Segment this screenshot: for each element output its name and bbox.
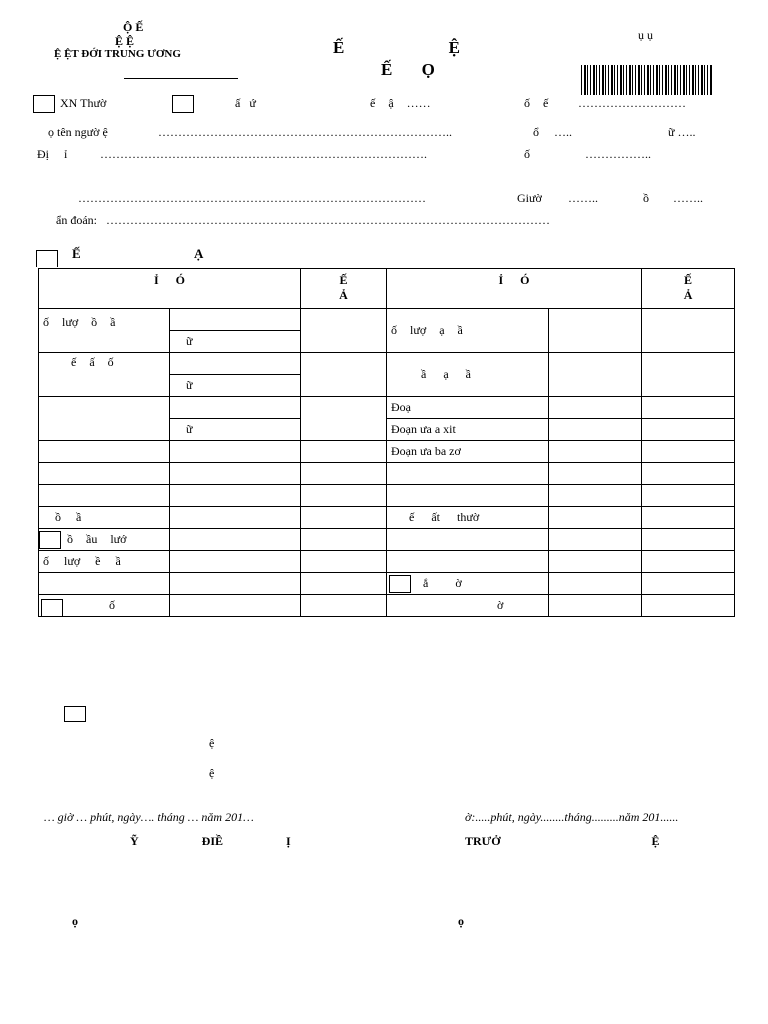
result-cell[interactable] (549, 463, 642, 485)
form-code: ụ ụ (638, 28, 653, 42)
result-cell[interactable] (549, 507, 642, 529)
address-label: Đị ỉ (37, 147, 68, 161)
row-left-3 (39, 397, 170, 441)
row-left-blank (39, 441, 170, 463)
result-cell[interactable] (549, 397, 642, 419)
result-cell[interactable] (301, 463, 387, 485)
cap-cuu-dots: ế ậ …… (370, 96, 431, 110)
cell-sub[interactable] (170, 529, 301, 551)
row-right-3: Đoạ (387, 397, 549, 419)
left-role: Ỹ ĐIỀ Ị (130, 834, 291, 848)
right-signature: ọ (458, 914, 464, 928)
cell-sub[interactable] (170, 551, 301, 573)
result-cell[interactable] (642, 485, 735, 507)
header-right-result: Ế Ả (642, 269, 735, 309)
result-cell[interactable] (549, 595, 642, 617)
doc-title-line1: Ế Ệ (333, 38, 460, 57)
org-underline (124, 78, 238, 79)
result-cell[interactable] (301, 573, 387, 595)
cap-cuu-checkbox[interactable] (172, 95, 194, 113)
patient-name-field[interactable]: ……………………………………………………………….. (158, 125, 452, 139)
cell-sub[interactable] (170, 573, 301, 595)
lower-checkbox[interactable] (64, 706, 86, 722)
result-cell[interactable] (642, 463, 735, 485)
header-left-indicator: Ỉ Ó (39, 269, 301, 309)
cell-sub[interactable] (170, 397, 301, 419)
row-left-blank (39, 485, 170, 507)
xn-label: XN Thườ (60, 96, 107, 110)
gender-field[interactable]: ữ ….. (668, 125, 696, 139)
result-cell[interactable] (549, 441, 642, 463)
result-cell[interactable] (301, 441, 387, 463)
cell-sub[interactable] (170, 507, 301, 529)
blood-test-table (38, 268, 735, 617)
result-cell[interactable] (549, 485, 642, 507)
row-left-5[interactable]: ồ ầu lướ (39, 529, 170, 551)
room-field[interactable]: …….. (673, 191, 703, 205)
result-cell[interactable] (301, 507, 387, 529)
row-right-blank (387, 551, 549, 573)
blank-field[interactable]: …………………………………………………………………………… (78, 191, 426, 205)
cell-sub[interactable] (170, 595, 301, 617)
so-label: ố ế (524, 96, 549, 110)
row-right-4: Đoạn ưa a xit (387, 419, 549, 441)
row-right-blank (387, 485, 549, 507)
result-cell[interactable] (642, 507, 735, 529)
row-right-5: Đoạn ưa ba zơ (387, 441, 549, 463)
age-field[interactable]: ổ ….. (533, 125, 572, 139)
section-checkbox[interactable] (36, 250, 58, 267)
left-datetime[interactable]: … giờ … phút, ngày…. tháng … năm 201… (44, 810, 254, 824)
row-left-blank (39, 463, 170, 485)
row-left-2: ế ấ ố (39, 353, 170, 397)
result-cell[interactable] (642, 529, 735, 551)
row-checkbox[interactable] (389, 575, 411, 593)
header-left-result: Ế Ả (301, 269, 387, 309)
result-cell[interactable] (642, 595, 735, 617)
result-cell[interactable] (642, 551, 735, 573)
org-line2: Ệ Ệ (115, 34, 135, 48)
row-right-2: ầ ạ ầ (387, 353, 549, 397)
result-cell[interactable] (301, 485, 387, 507)
result-cell[interactable] (549, 551, 642, 573)
bed-field[interactable]: …….. (568, 191, 598, 205)
cell-sub[interactable]: ữ (170, 375, 301, 397)
so2-field[interactable]: …………….. (585, 147, 651, 161)
lower-line1: ệ (209, 736, 215, 750)
row-right-blank (387, 463, 549, 485)
row-right-8: ờ (387, 595, 549, 617)
row-left-1: ố lượ ồ ầ (39, 309, 170, 353)
result-cell[interactable] (642, 573, 735, 595)
right-role: TRƯỞ Ệ (465, 834, 660, 848)
bed-label: Giườ (517, 191, 542, 205)
row-right-6: ế ất thườ (387, 507, 549, 529)
result-cell[interactable] (642, 397, 735, 419)
header-right-indicator: Ỉ Ó (387, 269, 642, 309)
result-cell[interactable] (642, 353, 735, 397)
result-cell[interactable] (549, 573, 642, 595)
cell-sub[interactable] (170, 309, 301, 331)
lower-line2: ệ (209, 766, 215, 780)
result-cell[interactable] (301, 595, 387, 617)
result-cell[interactable] (301, 353, 387, 397)
result-cell[interactable] (301, 529, 387, 551)
so-dots[interactable]: ……………………… (578, 96, 686, 110)
org-line3: Ệ ỆT ĐỚI TRUNG ƯƠNG (54, 48, 181, 60)
room-label: ồ (643, 191, 649, 205)
doc-title-line2: Ế Ọ (381, 60, 435, 79)
left-signature: ọ (72, 914, 78, 928)
right-datetime[interactable]: ờ:.....phút, ngày........tháng.........năm 201...... (465, 810, 679, 824)
result-cell[interactable] (642, 441, 735, 463)
cell-sub[interactable] (170, 485, 301, 507)
row-right-1: ố lượ ạ ầ (387, 309, 549, 353)
diagnosis-field[interactable]: ………………………………………………………………………………………………… (106, 213, 550, 227)
row-left-6: ố lượ ề ầ (39, 551, 170, 573)
org-line1: Ộ Ế (123, 20, 144, 34)
cell-sub[interactable] (170, 463, 301, 485)
row-checkbox[interactable] (39, 531, 61, 549)
result-cell[interactable] (549, 529, 642, 551)
result-cell[interactable] (642, 419, 735, 441)
row-checkbox[interactable] (41, 599, 63, 617)
section-label-b: Ạ (194, 246, 204, 261)
result-cell[interactable] (301, 309, 387, 353)
xn-checkbox[interactable] (33, 95, 55, 113)
row-left-4: ồ ầ (39, 507, 170, 529)
cap-cuu-label: ấ ứ (235, 96, 256, 110)
barcode-image (581, 65, 713, 95)
cell-sub[interactable]: ữ (170, 331, 301, 353)
result-cell[interactable] (549, 309, 642, 353)
result-cell[interactable] (642, 309, 735, 353)
patient-name-label: ọ tên ngườ ệ (48, 125, 108, 139)
cell-sub[interactable] (170, 353, 301, 375)
row-right-blank (387, 529, 549, 551)
result-cell[interactable] (301, 551, 387, 573)
so2-label: ố (524, 147, 530, 161)
address-field[interactable]: ………………………………………………………………………. (100, 147, 427, 161)
result-cell[interactable] (549, 419, 642, 441)
cell-sub[interactable] (170, 441, 301, 463)
section-label-a: Ế (72, 246, 81, 261)
row-left-7[interactable]: ố (39, 595, 170, 617)
row-right-7[interactable]: ắ ờ (387, 573, 549, 595)
result-cell[interactable] (301, 397, 387, 441)
cell-sub[interactable]: ữ (170, 419, 301, 441)
diagnosis-label: ẩn đoán: (56, 213, 97, 227)
row-left-blank (39, 573, 170, 595)
result-cell[interactable] (549, 353, 642, 397)
